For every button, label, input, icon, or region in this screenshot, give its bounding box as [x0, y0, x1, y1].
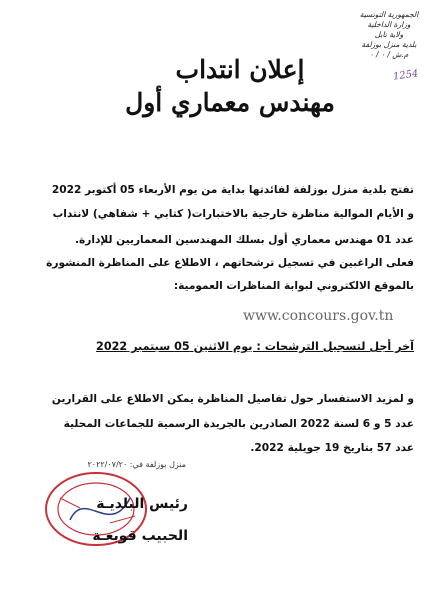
deadline-notice: آخر أجل لتسجيل الترشحات : يوم الاثنين 05 سبتمبر 2022: [96, 340, 414, 353]
reference-number: 1254: [391, 68, 419, 83]
paragraph-line: تفتح بلدية منزل بوزلفة لفائدتها بداية من يوم الأربعاء 05 أكتوبر 2022: [51, 184, 414, 196]
header-line: م.ش / ٠ / ٠: [369, 50, 409, 59]
signature-title: رئيس البلديـة: [96, 496, 188, 512]
announcement-title: إعلان انتداب: [175, 55, 305, 84]
paragraph-line: عدد 57 بتاريخ 19 جويلية 2022.: [250, 442, 414, 454]
signature-name: الحبيب قوبعـة: [92, 528, 188, 544]
header-line: وزارة الداخلية: [367, 20, 411, 29]
paragraph-line: فعلى الراغبين في تسجيل ترشحاتهم ، الاطلاع على المناظرة المنشورة: [46, 257, 414, 269]
paragraph-line: و الأيام الموالية مناظرة خارجية بالاختبارات( كتابي + شفاهي) لانتداب: [52, 208, 414, 220]
issuer-header: [352, 10, 426, 60]
header-line: بلدية منزل بوزلفة: [361, 40, 417, 49]
website-url[interactable]: www.concours.gov.tn: [243, 308, 394, 324]
header-line: ولاية نابل: [374, 30, 404, 39]
paragraph-line: و لمزيد الاستفسار حول تفاصيل المناظرة يمكن الاطلاع على القرارين: [51, 393, 414, 405]
paragraph-line: عدد 5 و 6 لسنة 2022 الصادرين بالجريدة الرسمية للجماعات المحلية: [63, 418, 414, 430]
paragraph-line: عدد 01 مهندس معماري أول بسلك المهندسين المعماريين للإدارة.: [74, 234, 414, 246]
paragraph-line: بالموقع الالكتروني لبوابة المناظرات العمومية:: [173, 280, 414, 292]
header-line: الجمهورية التونسية: [359, 10, 419, 19]
signature-date: منزل بوزلفة في: ٢٠٢٢/٠٧/٢٠: [87, 460, 186, 469]
position-title: مهندس معماري أول: [125, 88, 335, 117]
